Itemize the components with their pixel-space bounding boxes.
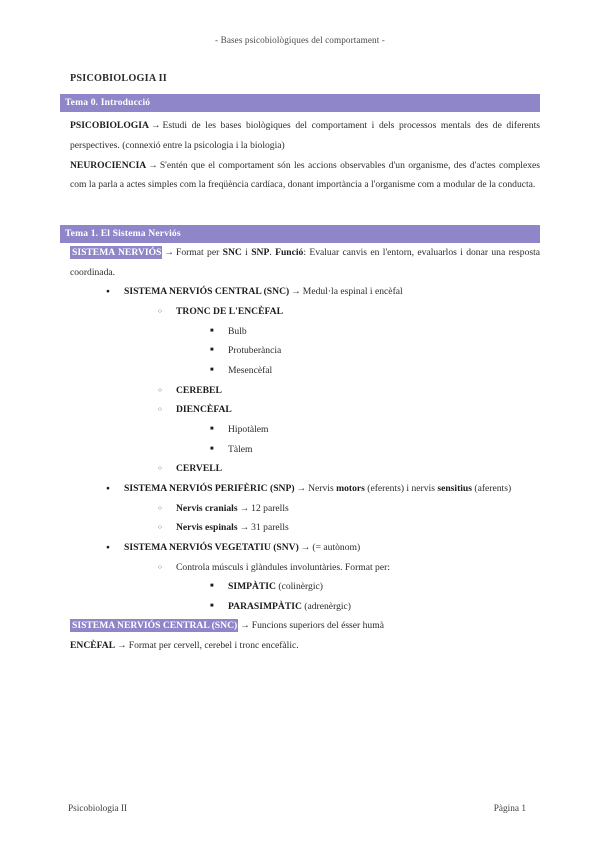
footer-page-number: Pàgina 1 [493,804,526,814]
list-item-mesencefal [210,361,540,381]
sn-funcio-text: : Evaluar canvis en l'entorn, evaluarlos i donar una resposta coordinada. [70,247,541,278]
snp-desc-mid: (eferents) i nervis [364,482,438,494]
paragraph-encefal [60,636,540,656]
list-item-snv-detail [158,558,540,617]
list-item-talem [210,440,540,460]
page-footer [0,788,600,848]
snp-line [124,483,511,494]
list-item-nervis-cranials [158,499,540,519]
arrow-icon: → [148,159,158,171]
parasimpatic-line [228,601,351,612]
snc-section-value: Funcions superiors del ésser humà [251,620,384,632]
list-item-hipotalem [210,420,540,440]
sn-lead-part1: Format per [175,247,223,258]
paragraph-snc-section [60,616,540,636]
sn-period: . [269,247,276,258]
snc-children-list [124,302,540,479]
list-item-cervell [158,459,540,479]
list-item-snv [106,538,540,617]
footer-left-label: Psicobiologia II [68,804,128,814]
sn-and: i [241,247,252,258]
sn-funcio-label: Funció [275,247,304,258]
simpatic-note: (colinèrgic) [275,581,323,593]
paragraph-psicobiologia [60,116,540,155]
arrow-icon: → [240,620,250,632]
arrow-icon: → [296,482,307,494]
snv-label: SISTEMA NERVIÓS VEGETATIU (SNV) [124,541,299,553]
definition-neurociencia: S'entén que el comportament són les accions observables d'un organisme, des d'actes complexes com la parla a actes simples com la freqüència cardíaca, donant importància a l'organisme com a modular de la conducta. [70,159,540,191]
sn-snc: SNC [222,247,242,258]
hipotalem-label: Hipotàlem [228,423,269,435]
nervis-cranials-label: Nervis cranials [176,502,238,514]
snv-children-list [124,558,540,617]
document-body [0,74,600,656]
diencefal-label: DIENCÈFAL [176,404,232,416]
parasimpatic-label: PARASIMPÀTIC [228,600,302,612]
protuberancia-label: Protuberància [228,345,282,357]
nervis-cranials-value: 12 parells [251,502,289,514]
list-item-parasimpatic [210,597,540,617]
snv-detail: Controla músculs i glàndules involuntàries. Format per: [176,561,390,573]
arrow-icon: → [117,640,127,652]
snp-label: SISTEMA NERVIÓS PERIFÈRIC (SNP) [124,482,295,494]
snc-value: Medul·la espinal i encèfal [302,286,403,298]
snp-desc-pre: Nervis [308,482,337,494]
nervis-cranials-line [176,503,289,514]
list-item-snp [106,479,540,538]
nervis-espinals-line [176,522,289,533]
list-item-tronc-encefal [158,302,540,381]
snp-motors: motors [336,482,365,494]
arrow-icon: → [164,247,174,258]
simpatic-label: SIMPÀTIC [228,581,276,593]
definition-psicobiologia: Estudi de les bases biològiques del comportament i dels processos mentals des de diferents perspectives. (connexió entre la psicologia i la biologia) [70,120,540,152]
list-item-diencefal [158,400,540,459]
highlight-snc-central: SISTEMA NERVIÓS CENTRAL (SNC) [72,620,238,632]
cervell-label: CERVELL [176,463,223,475]
parasimpatic-note: (adrenèrgic) [301,600,351,612]
arrow-icon: → [291,286,301,298]
snp-children-list [124,499,540,538]
cerebel-label: CEREBEL [176,384,222,396]
encefal-value: Format per cervell, cerebel i tronc encefàlic. [128,640,299,652]
list-item-nervis-espinals [158,518,540,538]
snc-label: SISTEMA NERVIÓS CENTRAL (SNC) [124,286,290,298]
simpatic-line [228,581,323,592]
tronc-encefal-children-list [176,322,540,381]
paragraph-sistema-nervios [60,243,540,282]
term-neurociencia: NEUROCIENCIA [70,159,147,171]
topic-heading-tema-0: Tema 0. Introducció [60,94,540,112]
list-item-protuberancia [210,341,540,361]
list-item-cerebel [158,381,540,401]
tronc-encefal-label: TRONC DE L'ENCÈFAL [176,305,283,317]
arrow-icon: → [150,120,161,132]
snc-line [124,286,403,297]
arrow-icon: → [239,502,250,514]
snv-branches-list [176,577,540,616]
list-item-simpatic [210,577,540,597]
list-item-snc [106,282,540,479]
talem-label: Tàlem [228,443,253,455]
mesencefal-label: Mesencèfal [228,364,273,376]
term-psicobiologia: PSICOBIOLOGIA [70,120,149,132]
snp-desc-post: (aferents) [472,482,512,494]
running-header: - Bases psicobiològiques del comportament - [215,35,385,45]
list-item-bulb [210,322,540,342]
snv-line [124,542,360,553]
nervis-espinals-value: 31 parells [251,522,289,534]
encefal-term: ENCÈFAL [70,640,116,652]
nervous-system-list [60,282,540,616]
snv-value: (= autònom) [312,541,361,553]
paragraph-neurociencia [60,156,540,195]
arrow-icon: → [239,522,250,534]
nervis-espinals-label: Nervis espinals [176,522,238,534]
bulb-label: Bulb [228,325,247,337]
topic-heading-tema-1: Tema 1. El Sistema Nerviós [60,225,540,243]
document-title: PSICOBIOLOGIA II [70,73,167,85]
arrow-icon: → [300,541,311,553]
sn-snp: SNP [251,247,270,258]
diencefal-children-list [176,420,540,459]
snp-sensitius: sensitius [437,482,472,494]
highlight-sistema-nervios: SISTEMA NERVIÓS [72,247,162,258]
